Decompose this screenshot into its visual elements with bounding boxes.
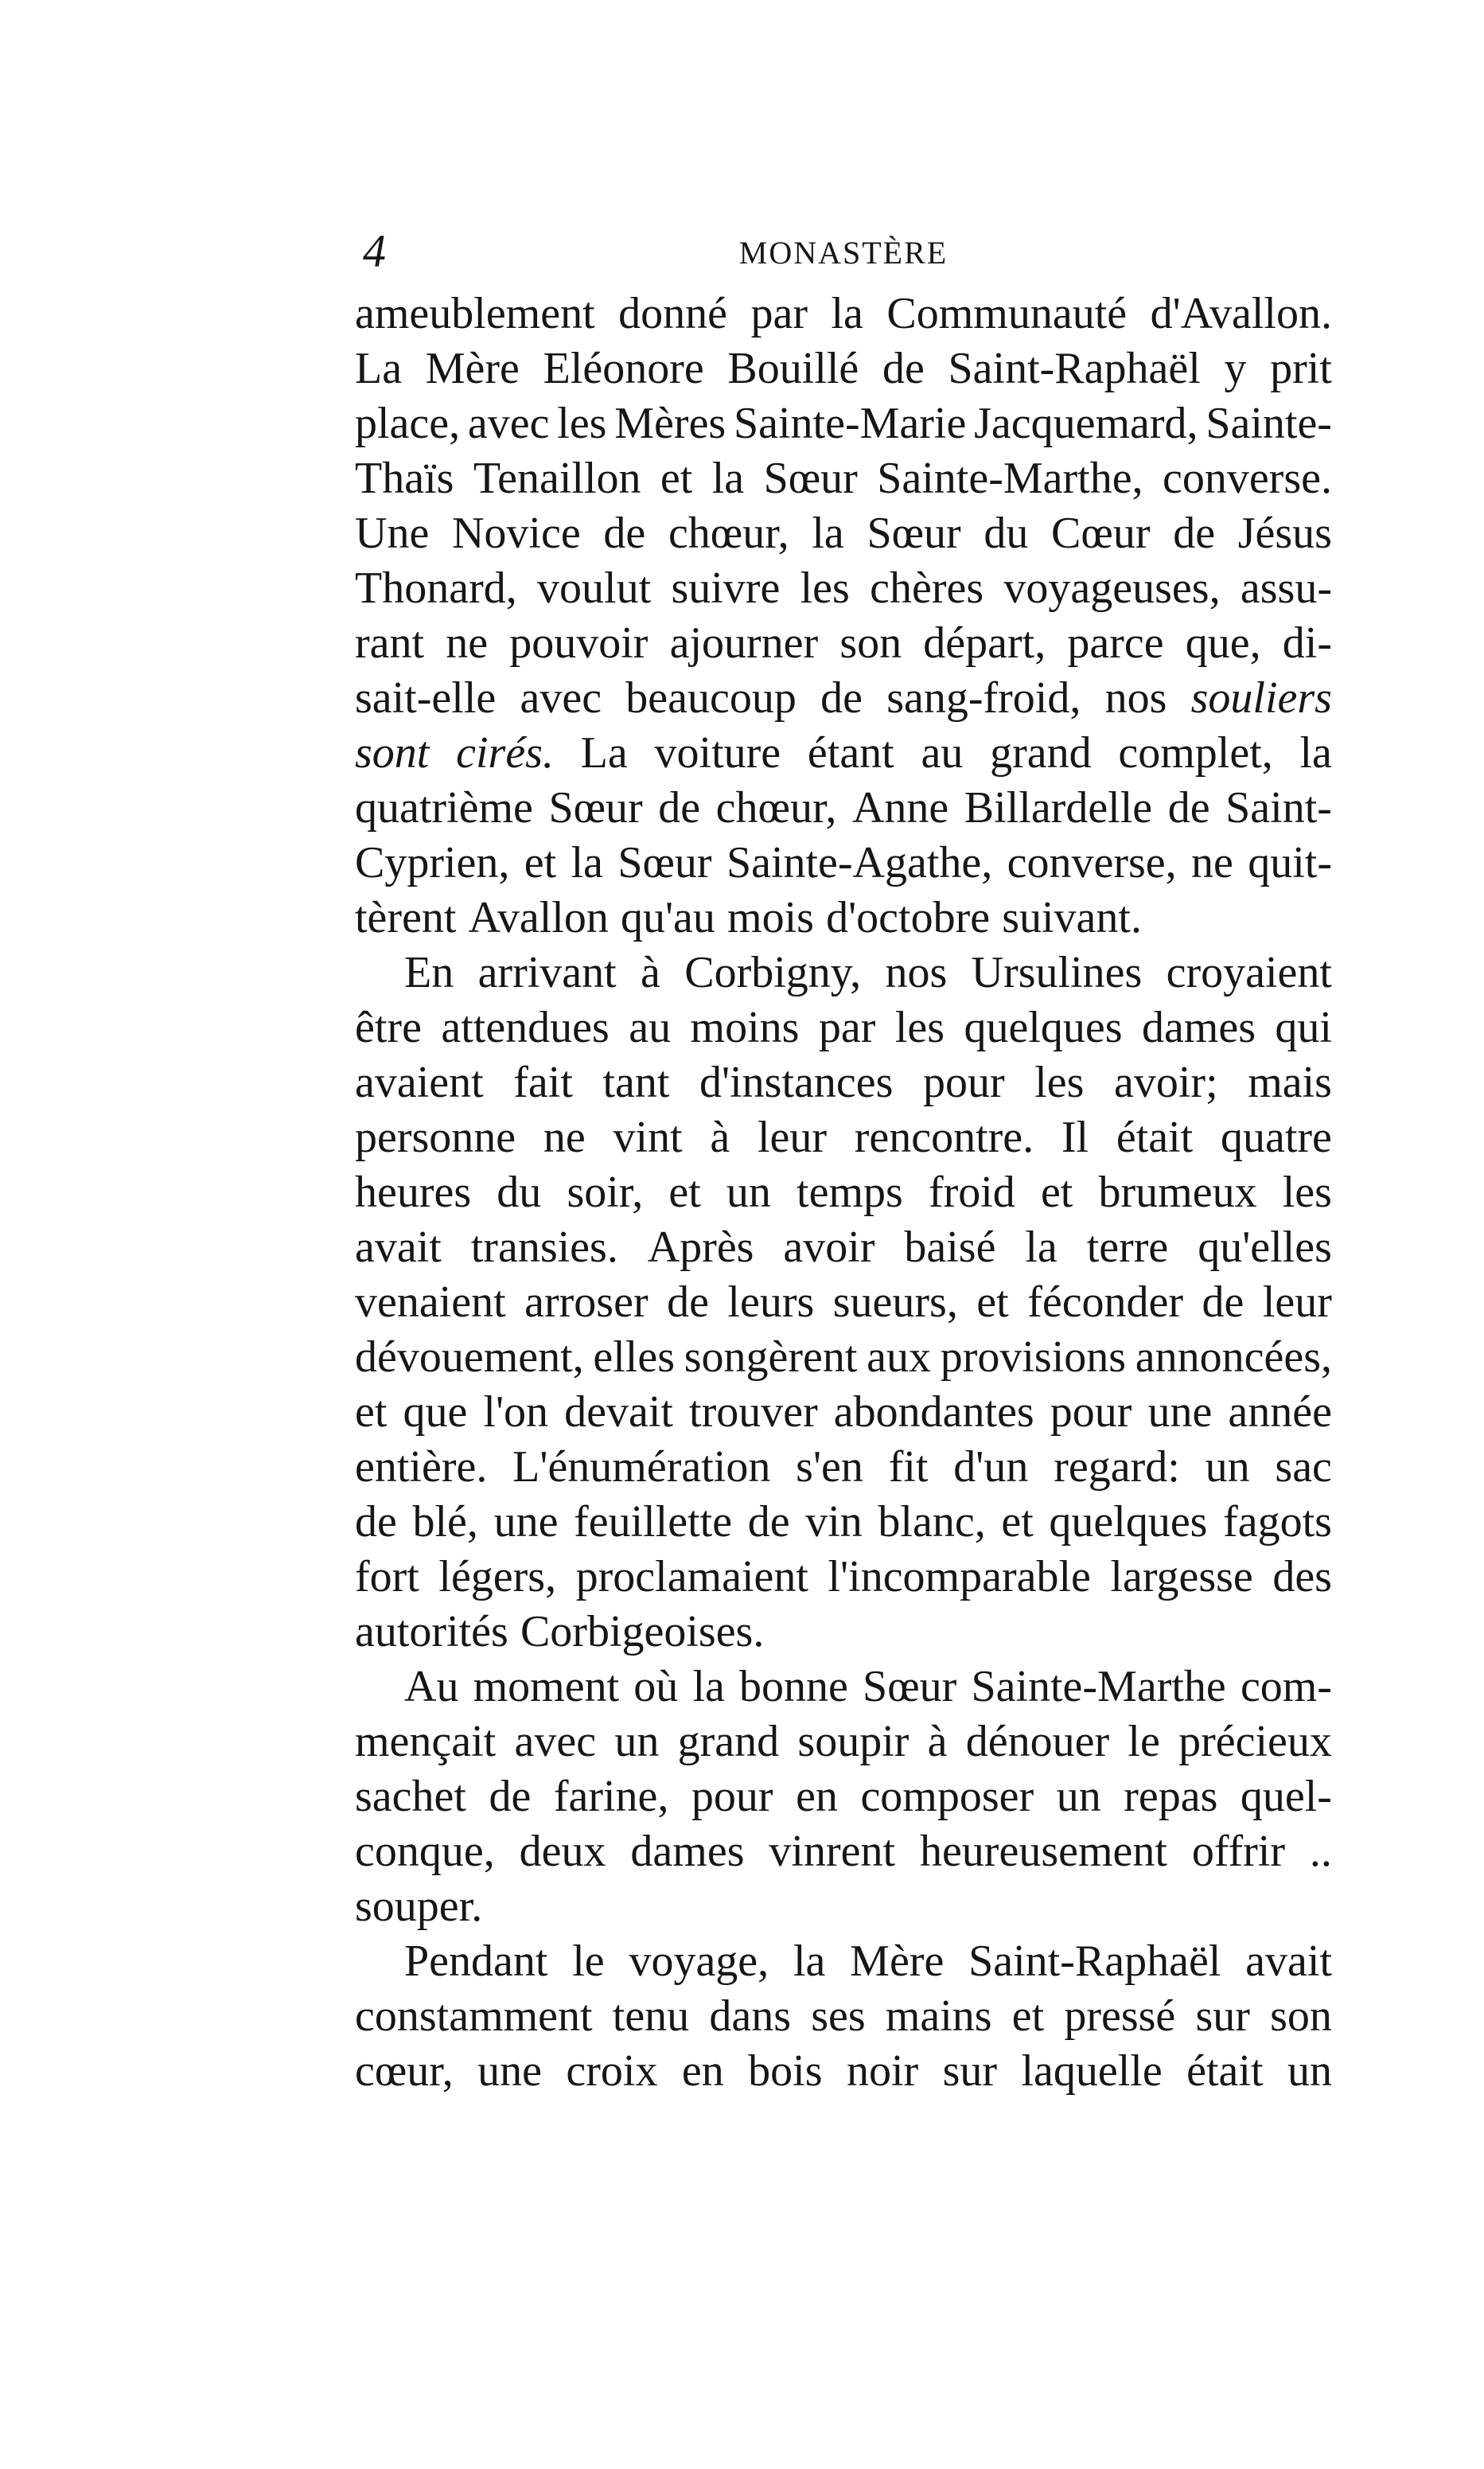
text-line: Pendant le voyage, la Mère Saint-Raphaël avait: [404, 1937, 1332, 1986]
text-line: Thaïs Tenaillon et la Sœur Sainte-Marthe, converse.: [355, 454, 1332, 503]
text-line: constamment tenu dans ses mains et pressé sur son: [355, 1991, 1332, 2041]
text-line: et que l'on devait trouver abondantes pour une année: [355, 1387, 1332, 1437]
text-line: quatrième Sœur de chœur, Anne Billardelle de Saint-: [355, 783, 1332, 833]
text-line: fort légers, proclamaient l'incomparable largesse des: [355, 1552, 1332, 1601]
text-line: sachet de farine, pour en composer un repas quel-: [355, 1772, 1332, 1821]
text-line: sait-elle avec beaucoup de sang-froid, nos souliers: [355, 673, 1332, 723]
text-line: personne ne vint à leur rencontre. Il était quatre: [355, 1113, 1332, 1162]
text-line: Thonard, voulut suivre les chères voyageuses, assu-: [355, 564, 1332, 613]
text-line: entière. L'énumération s'en fit d'un regard: un sac: [355, 1442, 1332, 1492]
text-line: être attendues au moins par les quelques dames qui: [355, 1003, 1332, 1052]
text-line: de blé, une feuillette de vin blanc, et quelques fagots: [355, 1497, 1332, 1547]
text-line: autorités Corbigeoises.: [355, 1607, 765, 1656]
text-line: heures du soir, et un temps froid et brumeux les: [355, 1168, 1332, 1217]
page-number: 4: [363, 225, 386, 277]
text-line: Cyprien, et la Sœur Sainte-Agathe, converse, ne quit-: [355, 838, 1332, 887]
body-text: [355, 287, 1332, 2099]
text-line: tèrent Avallon qu'au mois d'octobre suivant.: [355, 893, 1142, 942]
text-line: conque, deux dames vinrent heureusement offrir ..: [355, 1827, 1332, 1876]
text-line: avait transies. Après avoir baisé la terre qu'elles: [355, 1223, 1332, 1272]
page-header: [355, 225, 1332, 277]
text-line: Une Novice de chœur, la Sœur du Cœur de Jésus: [355, 509, 1332, 558]
text-line: cœur, une croix en bois noir sur laquelle était un: [355, 2046, 1332, 2096]
text-line: place, avec les Mères Sainte-Marie Jacquemard, Sainte-: [355, 399, 1332, 448]
text-line: dévouement, elles songèrent aux provisions annoncées,: [355, 1332, 1332, 1382]
text-line: En arrivant à Corbigny, nos Ursulines croyaient: [404, 948, 1332, 997]
text-line: rant ne pouvoir ajourner son départ, parce que, di-: [355, 618, 1332, 668]
text-line: mençait avec un grand soupir à dénouer le précieux: [355, 1717, 1332, 1766]
text-line: sont cirés. La voiture étant au grand complet, la: [355, 728, 1332, 778]
text-line: venaient arroser de leurs sueurs, et féconder de leur: [355, 1277, 1332, 1327]
text-line: ameublement donné par la Communauté d'Avallon.: [355, 289, 1332, 338]
text-line: souper.: [355, 1882, 483, 1931]
text-line: La Mère Eléonore Bouillé de Saint-Raphaël y prit: [355, 344, 1332, 393]
text-line: avaient fait tant d'instances pour les avoir; mais: [355, 1058, 1332, 1107]
text-line: Au moment où la bonne Sœur Sainte-Marthe com-: [404, 1662, 1332, 1711]
running-title: MONASTÈRE: [738, 235, 948, 271]
